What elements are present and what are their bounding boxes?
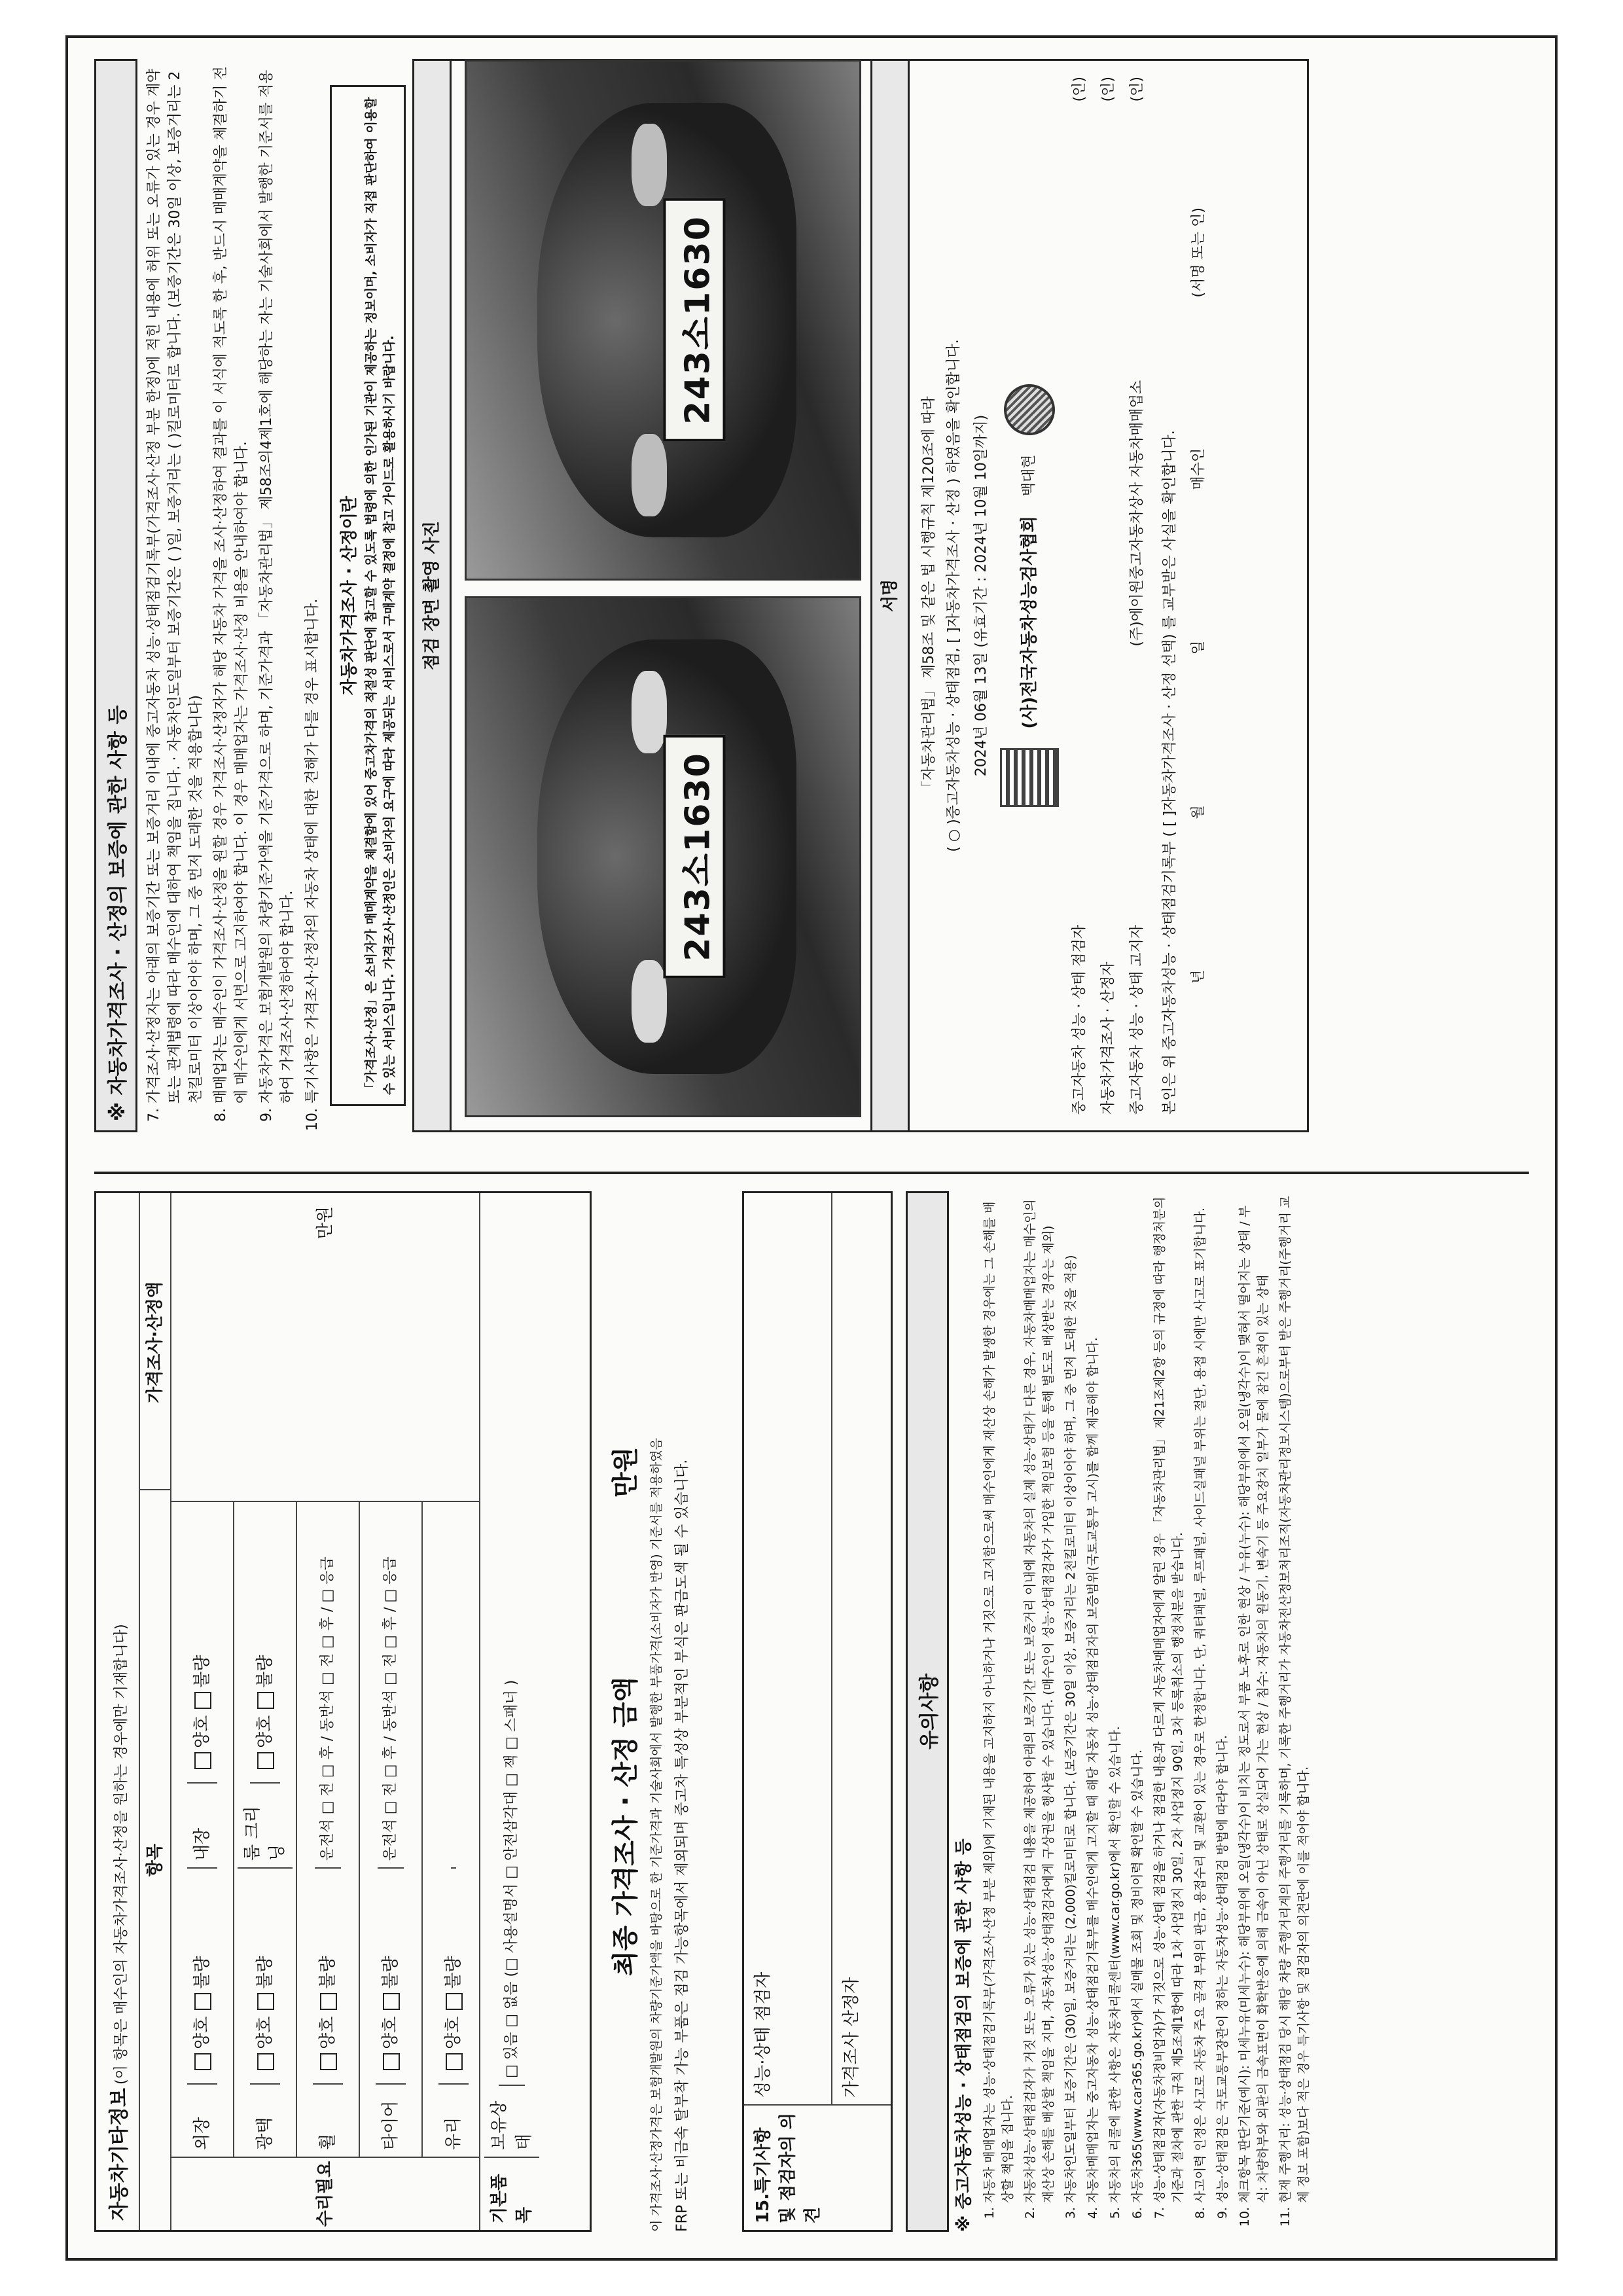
row-interior-label: 내장 [187, 1784, 217, 1869]
inspector-label: 중고자동차 성능 · 상태 점검자 [1071, 925, 1088, 1115]
option-label: 불량 [255, 1655, 275, 1688]
cleaning-bad-checkbox[interactable] [257, 1692, 274, 1709]
signature-section [910, 59, 1309, 1132]
appraisal-notice-box [330, 85, 406, 1106]
option-label: 양호 [255, 1715, 275, 1748]
interior-good-checkbox[interactable] [194, 1752, 211, 1769]
inspector-opinion-label: 성능·상태 점검자 [744, 1193, 832, 2104]
other-info-title: 자동차기타정보 [108, 2088, 131, 2221]
final-price-unit: 만원 [611, 1446, 641, 1498]
receipt-confirm: 본인은 위 중고자동차성능 · 상태점검기록부 ( [ ]자동차가격조사 · 산정 선택) 를 교부받은 사실을 확인합니다. [1162, 430, 1178, 1115]
note-item: 8. 사고이력 인정은 사고로 자동차 주요 골격 부위의 판금, 용접수리 및 교환이 있는 경우로 한정합니다. 단, 쿼터패널, 루프패널, 사이드실패널 부위는 절단, 용접 시에만 사고로 표기합니다. [1191, 1191, 1209, 2203]
wheel-positions: 운전석 □ 전 □ 후 / 동반석 □ 전 □ 후 / □ 응급 [315, 1502, 341, 1869]
basic-items-label: 기본품목 [490, 2174, 534, 2223]
option-label: 양호 [381, 2016, 401, 2049]
row-exterior-label: 외장 [192, 2117, 212, 2150]
interior-bad-checkbox[interactable] [194, 1692, 211, 1709]
option-label: 불량 [381, 1956, 401, 1989]
note-item: 2. 자동차성능·상태점검자가 거짓 또는 오류가 있는 성능·상태점검 내용을 제공하여 아래의 보증기간 또는 보증거리 이내에 자동차의 실제 성능·상태가 다른 경우, 자동차매매업자는 매수인의 재산상 손해를 배상할 책임을 지며, 자동차성능·상태점검자에게 구상권을 행사할 수 있습니다. (매수인이 성능·상태점검자가 가입한 책임보험 등을 통해 별도로 배상받는 경우는 제외) [1021, 1191, 1058, 2203]
cleaning-good-checkbox[interactable] [257, 1752, 274, 1769]
buyer-signature: (서명 또는 인) [1190, 207, 1207, 298]
association-seal [1004, 384, 1055, 435]
day-label: 일 [1190, 640, 1207, 655]
note-item: 10. 체크항목 판단기준(예시): 미세누유(미세누수): 해당부위에 오일(냉각수)이 비치는 정도로서 부품 노후로 인한 현상 / 누유(누수): 해당부위에서 오일(냉각수)이 맺혀서 떨어지는 상태 / 부식: 차량하부와 외판의 금속표면이 화학반응에 의해 금속이 아닌 상태로 상실되어 가는 현상 / 침수: 자동차의 원동기, 변속기 등 주요장치 일부가 물에 잠긴 흔적이 있는 상태 [1236, 1191, 1272, 2203]
option-label: 불량 [255, 1956, 275, 1989]
polish-good-checkbox[interactable] [257, 2053, 274, 2070]
row-glass-label: 유리 [444, 2117, 463, 2150]
tire-positions: 운전석 □ 전 □ 후 / 동반석 □ 전 □ 후 / □ 응급 [378, 1502, 404, 1869]
license-plate: 243소1630 [664, 198, 726, 442]
repair-price-unit: 만원 [171, 1193, 479, 1502]
car-front-photo [465, 596, 861, 1117]
option-label: 불량 [318, 1956, 338, 1989]
representative-name: 백대현 [1021, 454, 1037, 497]
qr-code [1000, 748, 1059, 807]
inspection-confirm: ( ○ )중고자동차성능 · 상태점검, [ ]자동차가격조사 · 산정 ) 하였음을 확인합니다. [946, 339, 962, 852]
signature-section-title: 서명 [872, 59, 910, 1132]
final-price-title: 최종 가격조사 · 산정 금액 [611, 1676, 641, 1977]
note-item: 11. 현재 주행거리: 성능·상태점검 당시 해당 차량 주행거리계의 주행거리를 기록하며, 기록한 주행거리가 자동차전산정보처리조직(자동차관리정보시스템)으로부터 받은 주행거리(주행거리 교체 정보 포함)보다 적은 경우 특기사항 및 점검자의 의견란에 이를 적어야 합니다. [1276, 1191, 1313, 2203]
tire-bad-checkbox[interactable] [383, 1993, 400, 2010]
inspection-form-sheet [65, 35, 1558, 2261]
note-item: 1. 자동차 매매업자는 성능·상태점검기록부(가격조사·산정 부분 제외)에 기재된 내용을 고지하지 아니하거나 거짓으로 고지함으로써 매수인에게 재산상 손해가 발생한 경우에는 그 손해를 배상할 책임을 집니다. [980, 1191, 1017, 2203]
exterior-bad-checkbox[interactable] [194, 1993, 211, 2010]
appraisal-notice-text: 「가격조사·산정」은 소비자가 매매계약을 체결함에 있어 중고차가격의 적절성 판단에 참고할 수 있도록 법령에 의한 인가된 기관이 제공하는 정보이며, 소비자가 직접 판단하여 이용할 수 있는 서비스입니다. 가격조사·산정인은 소비자의 요구에 따라 제공되는 서비스로서 구매계약 결정에 참고 가이드로 활용하시기 바랍니다. [364, 97, 397, 1095]
law-basis: 「자동차관리법」 제58조 및 같은 법 시행규칙 제120조에 따라 [921, 396, 937, 795]
photo-section [452, 59, 872, 1132]
group-repair: 수리필요 [315, 2161, 335, 2227]
other-info-note: (이 항목은 매수인의 자동차가격조사·산정을 원하는 경우에만 기재합니다) [113, 1624, 130, 2085]
headlamp-left [632, 960, 667, 1043]
appraisal-list [144, 59, 323, 1132]
appraisal-item: 7. 가격조사·산정자는 아래의 보증기간 또는 보증거리 이내에 중고자동차 성능·상태점검기록부(가격조사·산정 부분 한정)에 적힌 내용에 허위 또는 오류가 있는 경우 계약 또는 관계법령에 따라 매수인에 대하여 책임을 집니다. · 자동차인도일부터 보증기간은 ( )일, 보증거리는 ( )킬로미터로 합니다. (보증기간은 30일 이상, 보증거리는 2천킬로미터 이상이어야 하며, 그 중 먼저 도래한 것을 적용합니다) [144, 59, 207, 1103]
option-label: 양호 [192, 2016, 212, 2049]
association-name: (사)전국자동차성능검사협회 [1020, 516, 1039, 729]
option-label: 불량 [192, 1655, 212, 1688]
appraiser-seal: (인) [1100, 77, 1116, 102]
appraisal-item: 8. 매매업자는 매수인이 가격조사·산정을 원할 경우 가격조사·산정자가 해당 자동차 가격을 조사·산정하여 결과를 이 서식에 적도록 한 후, 반드시 매매계약을 체결하기 전에 매수인에게 서면으로 고지하여야 합니다. 이 경우 매매업자는 가격조사·산정 비용을 안내하여야 합니다. [211, 59, 253, 1103]
taillamp-right [632, 124, 667, 206]
tire-good-checkbox[interactable] [383, 2053, 400, 2070]
license-plate: 243소1630 [664, 735, 726, 978]
col-price: 가격조사·산정액 [140, 1196, 170, 1490]
row-polish-label: 광택 [255, 2117, 275, 2150]
note-item: 9. 성능·상태점검은 국토교통부장관이 정하는 자동차성능·상태점검 방법에 따라야 합니다. [1213, 1191, 1232, 2203]
inspector-seal: (인) [1071, 77, 1088, 102]
notes-title: 유의사항 [906, 1191, 949, 2232]
note-item: 5. 자동차의 리콜에 관한 사항은 자동차리콜센터(www.car.go.kr)에서 확인할 수 있습니다. [1106, 1191, 1124, 2203]
right-panel [94, 59, 1529, 1145]
taillamp-left [632, 434, 667, 516]
notifier-label: 중고자동차 성능 · 상태 고지자 [1129, 925, 1145, 1115]
photo-section-title: 점검 장면 촬영 사진 [412, 59, 452, 1132]
month-label: 월 [1190, 805, 1207, 819]
year-label: 년 [1190, 969, 1207, 984]
option-label: 불량 [444, 1956, 463, 1989]
headlamp-right [632, 671, 667, 753]
appraisal-notice-title: 자동차가격조사 · 산정이란 [340, 495, 359, 696]
basic-status-label: 보유상태 [484, 2086, 539, 2158]
left-panel [94, 1172, 1529, 2232]
row-wheel-label: 휠 [318, 2133, 338, 2150]
notes-list [980, 1191, 1313, 2232]
appraisal-item: 9. 자동차가격은 보험개발원의 차량기준가액을 기준가격으로 하며, 기준가격과 「자동차관리법」 제58조의4제1호에 해당하는 자는 기술사회에서 발행한 기준서를 적용하여 가격조사·산정하여야 합니다. [257, 59, 298, 1103]
issue-date: 2024년 06월 13일 (유효기간 : 2024년 10월 10일까지) [973, 414, 990, 777]
final-price-note: 이 가격조사·산정가격은 보험개발원의 차량기준가액을 바탕으로 한 기준가격과 기술사회에서 발행한 부품가격(소비자가 반영) 기준서를 적용하였음 [649, 1438, 664, 2232]
dealer-name: (주)에이원중고자동차상사 자동차매매업소 [1129, 380, 1145, 647]
option-label: 양호 [318, 2016, 338, 2049]
row-room-cleaning-label: 룸 크리닝 [238, 1784, 293, 1869]
other-info-table [94, 1191, 592, 2232]
car-rear-photo [465, 60, 861, 581]
glass-bad-checkbox[interactable] [446, 1993, 463, 2010]
option-label: 양호 [192, 1715, 212, 1748]
wheel-good-checkbox[interactable] [320, 2053, 337, 2070]
note-item: 4. 자동차매매업자는 중고자동차 성능·상태점검기록부를 매수인에게 고지할 때 해당 자동차 성능·상태점검자의 보증범위(국토교통부 고시)를 함께 제공해야 합니다. [1084, 1191, 1102, 2203]
appraisal-item: 10. 특기사항은 가격조사·산정자의 자동차 상태에 대한 견해가 다를 경우 표시합니다. [302, 59, 323, 1103]
special-notes-table [742, 1191, 893, 2232]
option-label: 양호 [444, 2016, 463, 2049]
polish-bad-checkbox[interactable] [257, 1993, 274, 2010]
col-item: 항목 [145, 1843, 165, 1877]
basic-items-options: □ 있음 □ 없음 (□ 사용설명서 □ 안전삼각대 □ 잭 □ 스패너 ) [499, 1193, 525, 2086]
appraiser-label: 자동차가격조사 · 산정자 [1100, 961, 1116, 1115]
notifier-seal: (인) [1129, 77, 1145, 102]
buyer-label: 매수인 [1190, 448, 1207, 490]
special-notes-label: 15.특기사항 및 점검자의 의견 [744, 2104, 891, 2230]
note-item: 6. 자동차365(www.car365.go.kr)에서 실매물 조회 및 정비이력 확인할 수 있습니다. [1128, 1191, 1147, 2203]
row-tire-label: 타이어 [381, 2100, 401, 2150]
option-label: 양호 [255, 2016, 275, 2049]
warranty-title: ※ 중고자동차성능 · 상태점검의 보증에 관한 사항 등 [954, 1839, 974, 2232]
note-item: 7. 성능·상태점검자(자동차정비업자)가 거짓으로 성능·상태 점검을 하거나 점검한 내용과 다르게 자동차매매업자에게 알린 경우 「자동차관리법」 제21조제2항 등의 규정에 따라 행정처분의 기준과 절차에 관한 규칙 제5조제1항에 따라 1차 사업정지 30일, 2차 사업정지 90일, 3차 등록취소의 행정처분을 받습니다. [1150, 1191, 1187, 2203]
option-label: 불량 [192, 1956, 212, 1989]
appraiser-opinion-label: 가격조사 산정자 [842, 1977, 861, 2098]
wheel-bad-checkbox[interactable] [320, 1993, 337, 2010]
appraisal-warranty-title: ※ 자동차가격조사 · 산정의 보증에 관한 사항 등 [94, 59, 137, 1132]
exterior-good-checkbox[interactable] [194, 2053, 211, 2070]
frp-note: FRP 또는 비금속 탈부착 가능 부품은 점검 가능항목에서 제외되며 중고차 특성상 부분적인 부식은 판금도색 될 수 있습니다. [674, 1459, 690, 2232]
note-item: 3. 자동차인도일부터 보증기간은 (30)일, 보증거리는 (2,000)킬로미터로 합니다. (보증기간은 30일 이상, 보증거리는 2천킬로미터 이상이어야 하며, 그 중 먼저 도래한 것을 적용) [1061, 1191, 1080, 2203]
glass-good-checkbox[interactable] [446, 2053, 463, 2070]
